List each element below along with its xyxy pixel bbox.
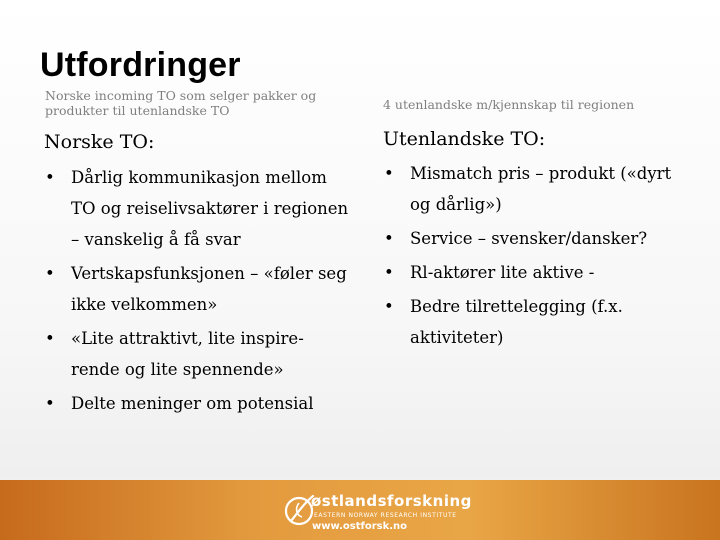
- left-bullet-list: [42, 162, 352, 422]
- footer-subtitle: EASTERN NORWAY RESEARCH INSTITUTE: [314, 512, 457, 519]
- right-subtitle: 4 utenlandske m/kjennskap til regionen: [383, 97, 635, 112]
- right-column-heading: Utenlandske TO:: [383, 128, 546, 150]
- right-bullet-list: [381, 158, 681, 356]
- left-column-heading: Norske TO:: [44, 131, 155, 153]
- list-item: • Bedre tilrettelegging (f.x. aktiviteter): [381, 291, 681, 353]
- list-item: • Dårlig kommunikasjon mellom TO og reiselivsaktører i regionen – vanskelig å få svar: [42, 162, 352, 255]
- list-item: • «Lite attraktivt, lite inspire-rende og lite spennende»: [42, 323, 352, 385]
- footer-brand: østlandsforskning: [311, 492, 472, 510]
- left-subtitle: Norske incoming TO som selger pakker og produkter til utenlandske TO: [45, 88, 317, 118]
- list-item: • Delte meninger om potensial: [42, 388, 352, 419]
- footer-url[interactable]: www.ostforsk.no: [312, 521, 408, 532]
- list-item: • Mismatch pris – produkt («dyrt og dårlig»): [381, 158, 681, 220]
- list-item: • Service – svensker/dansker?: [381, 223, 681, 254]
- list-item: • Vertskapsfunksjonen – «føler seg ikke velkommen»: [42, 258, 352, 320]
- slide-title: Utfordringer: [40, 46, 241, 84]
- list-item: • Rl-aktører lite aktive -: [381, 257, 681, 288]
